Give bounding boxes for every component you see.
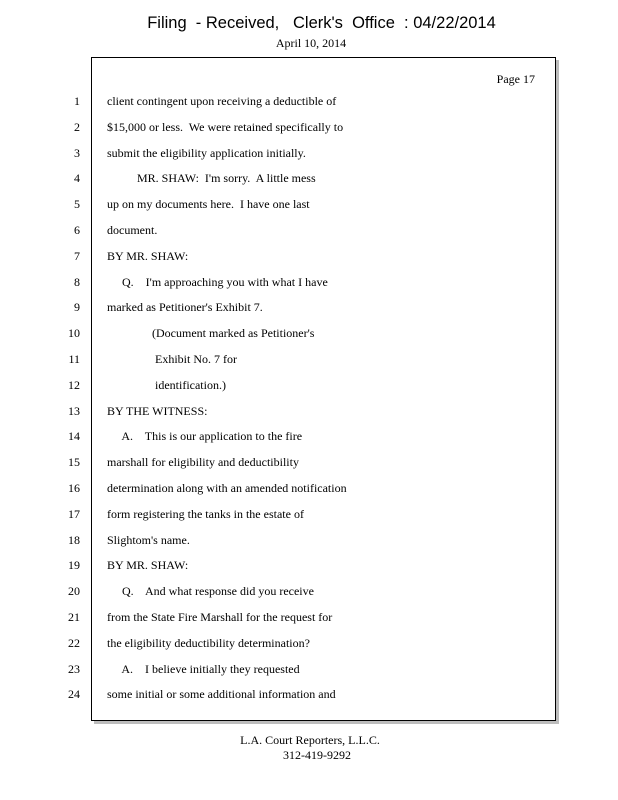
line-text: identification.): [107, 378, 226, 392]
line-number: 15: [68, 455, 80, 469]
line-text: Exhibit No. 7 for: [107, 352, 237, 366]
line-number: 18: [68, 533, 80, 547]
line-number: 1: [74, 94, 80, 108]
line-number: 14: [68, 429, 80, 443]
page-number: Page 17: [496, 72, 535, 86]
line-number: 11: [68, 352, 80, 366]
line-number: 12: [68, 378, 80, 392]
line-number: 10: [68, 326, 80, 340]
line-text: the eligibility deductibility determination?: [107, 636, 310, 650]
line-text: Slightom's name.: [107, 533, 190, 547]
line-text: some initial or some additional information and: [107, 687, 336, 701]
line-number: 7: [74, 249, 80, 263]
reporter-phone: 312-419-9292: [283, 748, 351, 762]
line-text: A. I believe initially they requested: [107, 662, 300, 676]
line-text: (Document marked as Petitioner's: [107, 326, 315, 340]
line-number: 2: [74, 120, 80, 134]
line-text: up on my documents here. I have one last: [107, 197, 310, 211]
line-text: Q. And what response did you receive: [107, 584, 314, 598]
line-number: 9: [74, 300, 80, 314]
line-text: submit the eligibility application initially.: [107, 146, 306, 160]
line-text: $15,000 or less. We were retained specifically to: [107, 120, 344, 134]
reporter-company: L.A. Court Reporters, L.L.C.: [240, 733, 380, 747]
line-number: 3: [74, 146, 80, 160]
line-number: 4: [74, 171, 80, 185]
line-number: 20: [68, 584, 80, 598]
line-text: marshall for eligibility and deductibility: [107, 455, 299, 469]
line-number: 23: [68, 662, 80, 676]
line-text: from the State Fire Marshall for the request for: [107, 610, 333, 624]
line-text: BY MR. SHAW:: [107, 249, 189, 263]
line-text: BY MR. SHAW:: [107, 558, 189, 572]
line-text: determination along with an amended notification: [107, 481, 347, 495]
line-number: 19: [68, 558, 80, 572]
line-number: 17: [68, 507, 80, 521]
line-number: 5: [74, 197, 80, 211]
line-text: client contingent upon receiving a deductible of: [107, 94, 337, 108]
line-text: BY THE WITNESS:: [107, 404, 208, 418]
line-text: A. This is our application to the fire: [107, 429, 303, 443]
line-text: MR. SHAW: I'm sorry. A little mess: [107, 171, 316, 185]
line-number: 6: [74, 223, 80, 237]
hearing-date: April 10, 2014: [275, 36, 347, 50]
line-number: 22: [68, 636, 80, 650]
line-text: Q. I'm approaching you with what I have: [107, 275, 328, 289]
line-text: document.: [107, 223, 158, 237]
filing-stamp: Filing - Received, Clerk's Office : 04/22/2014: [147, 14, 496, 32]
line-number: 21: [68, 610, 80, 624]
line-number: 16: [68, 481, 80, 495]
line-text: form registering the tanks in the estate of: [107, 507, 304, 521]
line-number: 13: [68, 404, 80, 418]
line-text: marked as Petitioner's Exhibit 7.: [107, 300, 263, 314]
line-number: 24: [68, 687, 80, 701]
line-number: 8: [74, 275, 80, 289]
